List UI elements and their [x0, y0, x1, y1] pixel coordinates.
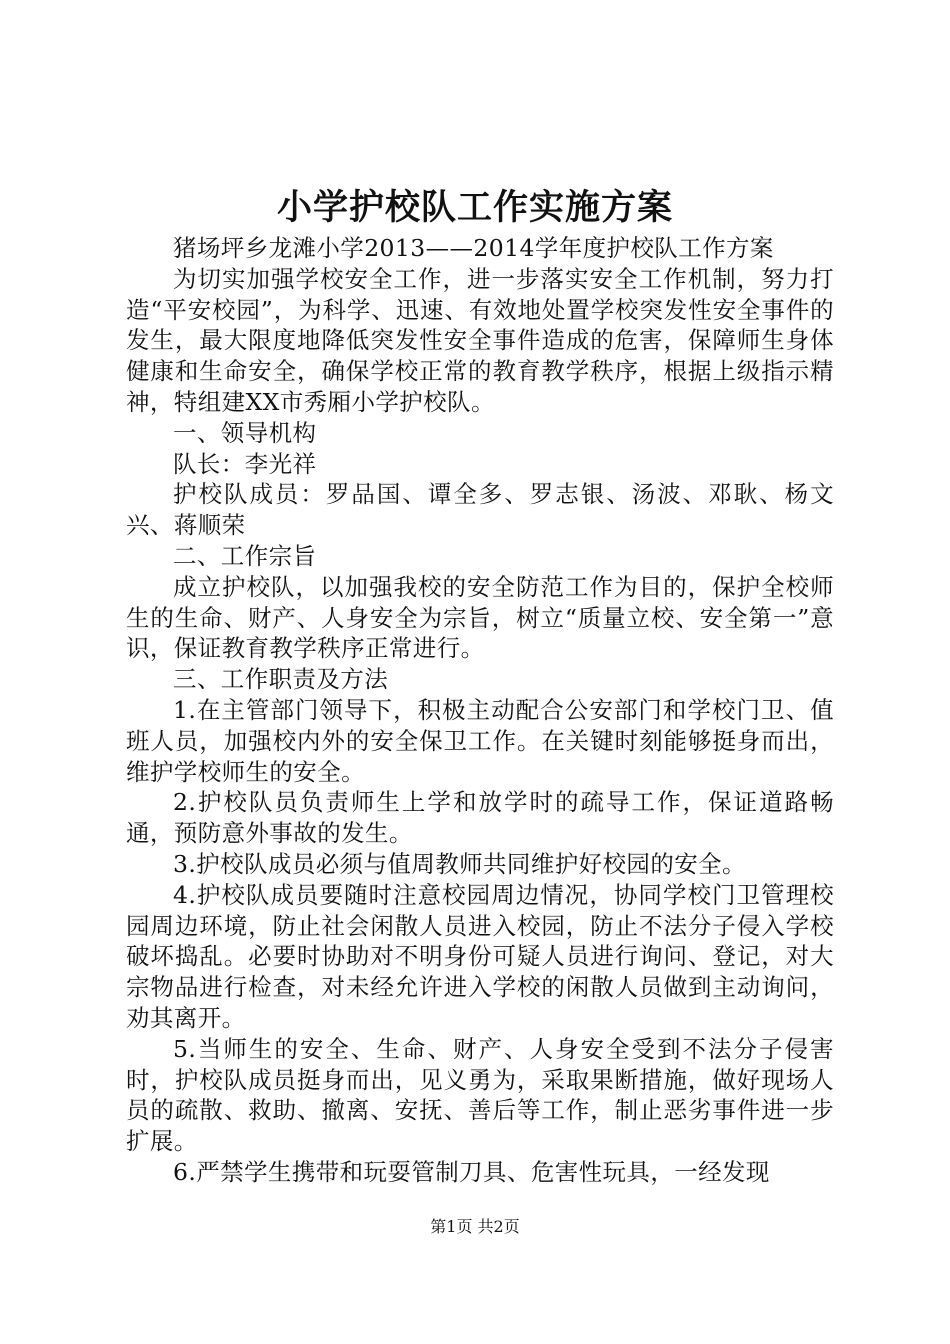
paragraph-duty-5: 5.当师生的安全、生命、财产、人身安全受到不法分子侵害时，护校队成员挺身而出，见义勇为，采取果断措施，做好现场人员的疏散、救助、撤离、安抚、善后等工作，制止恶劣事件进一步扩展。	[126, 1034, 834, 1156]
paragraph-members: 护校队成员：罗品国、谭全多、罗志银、汤波、邓耿、杨文兴、蒋顺荣	[126, 480, 834, 540]
paragraph-duty-1: 1.在主管部门领导下，积极主动配合公安部门和学校门卫、值班人员，加强校内外的安全保卫工作。在关键时刻能够挺身而出，维护学校师生的安全。	[126, 695, 834, 786]
paragraph-purpose: 成立护校队，以加强我校的安全防范工作为目的，保护全校师生的生命、财产、人身安全为宗旨，树立“质量立校、安全第一”意识，保证教育教学秩序正常进行。	[126, 572, 834, 663]
section-heading-leadership: 一、领导机构	[173, 418, 317, 447]
document-title: 小学护校队工作实施方案	[276, 187, 673, 228]
paragraph-duty-3: 3.护校队成员必须与值周教师共同维护好校园的安全。	[173, 849, 746, 878]
paragraph-duty-6: 6.严禁学生携带和玩耍管制刀具、危害性玩具，一经发现	[173, 1157, 770, 1186]
paragraph-captain: 队长：李光祥	[173, 449, 317, 478]
paragraph-subtitle: 猪场坪乡龙滩小学2013——2014学年度护校队工作方案	[173, 234, 774, 262]
section-heading-purpose: 二、工作宗旨	[173, 541, 317, 570]
document-body	[126, 233, 834, 1188]
page-number-footer: 第1页 共2页	[430, 1217, 520, 1236]
paragraph-duty-4: 4.护校队成员要随时注意校园周边情况，协同学校门卫管理校园周边环境，防止社会闲散人员进入校园，防止不法分子侵入学校破坏捣乱。必要时协助对不明身份可疑人员进行询问、登记，对大宗物品进行检查，对未经允许进入学校的闲散人员做到主动询问，劝其离开。	[126, 880, 834, 1032]
paragraph-duty-2: 2.护校队员负责师生上学和放学时的疏导工作，保证道路畅通，预防意外事故的发生。	[126, 788, 834, 848]
paragraph-intro: 为切实加强学校安全工作，进一步落实安全工作机制，努力打造“平安校园”，为科学、迅速、有效地处置学校突发性安全事件的发生，最大限度地降低突发性安全事件造成的危害，保障师生身体健康和生命安全，确保学校正常的教育教学秩序，根据上级指示精神，特组建XX市秀厢小学护校队。	[126, 264, 834, 416]
section-heading-duties: 三、工作职责及方法	[173, 665, 389, 694]
